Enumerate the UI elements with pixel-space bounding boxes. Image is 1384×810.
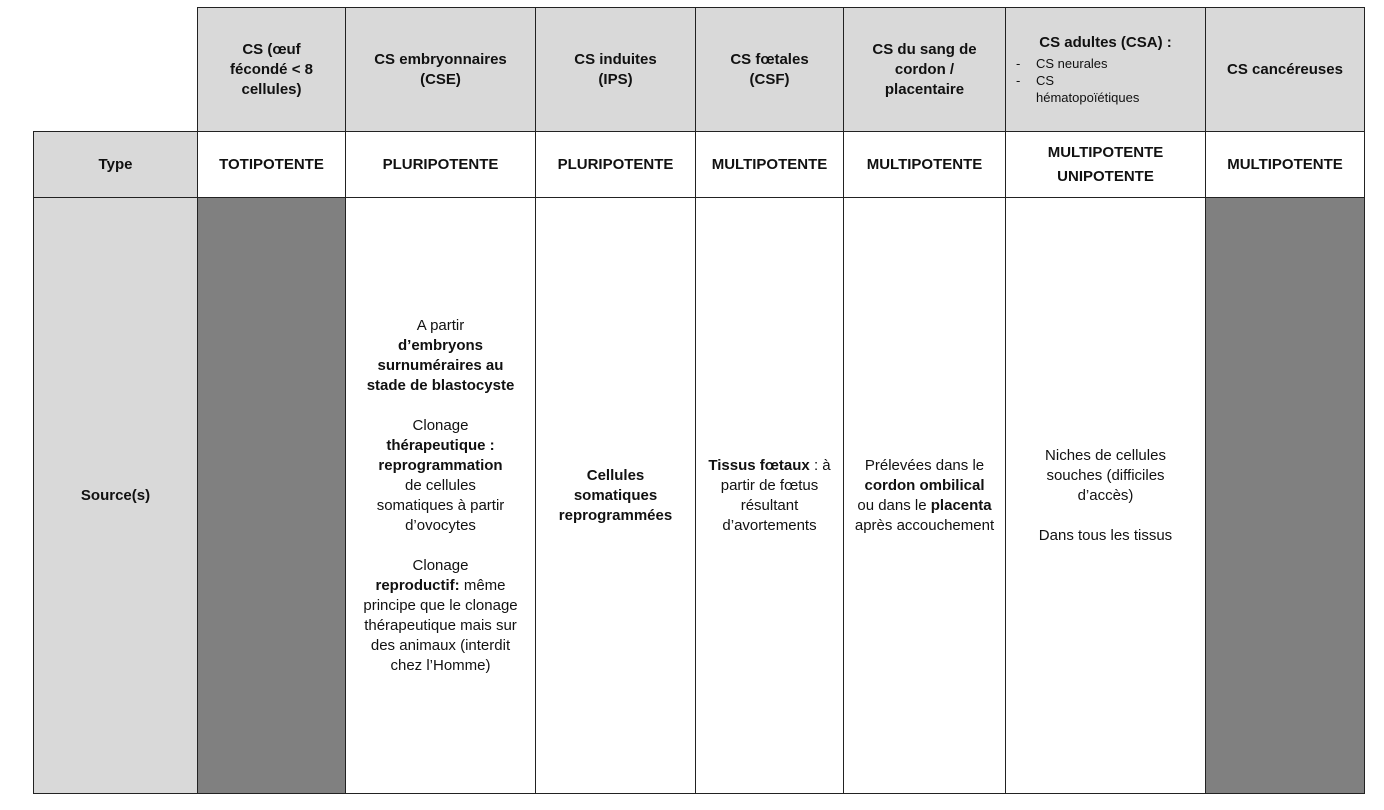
source-cs-oeuf-empty	[198, 198, 346, 794]
type-cs-oeuf: TOTIPOTENTE	[198, 132, 346, 198]
type-cs-adultes: MULTIPOTENTE UNIPOTENTE	[1006, 132, 1206, 198]
header-cs-oeuf: CS (œuf fécondé < 8 cellules)	[198, 8, 346, 132]
source-cs-sang-cordon: Prélevées dans le cordon ombilical ou dans le placenta après accouchement	[844, 198, 1006, 794]
list-item: - CS hématopoïétiques	[1016, 73, 1140, 105]
type-cs-induites: PLURIPOTENTE	[536, 132, 696, 198]
header-cs-adultes-title: CS adultes (CSA) :	[1039, 34, 1172, 51]
type-cs-embryonnaires: PLURIPOTENTE	[346, 132, 536, 198]
type-cs-sang-cordon: MULTIPOTENTE	[844, 132, 1006, 198]
list-item: - CS neurales	[1016, 56, 1108, 71]
row-type-label: Type	[34, 132, 198, 198]
header-cs-adultes-list	[1010, 55, 1201, 106]
header-cs-embryonnaires: CS embryonnaires (CSE)	[346, 8, 536, 132]
source-cs-embryonnaires: A partir d’embryons surnuméraires au stade de blastocyste Clonage thérapeutique : reprogrammation de cellules somatiques à partir d’ovocytes Clonage reproductif: même principe que le clonage thérapeutique mais sur des animaux (interdit chez l’Homme)	[346, 198, 536, 794]
row-source-label: Source(s)	[34, 198, 198, 794]
header-cs-adultes	[1006, 8, 1206, 132]
source-cs-cancereuses-empty	[1206, 198, 1365, 794]
header-cs-sang-cordon: CS du sang de cordon / placentaire	[844, 8, 1006, 132]
header-cs-foetales: CS fœtales (CSF)	[696, 8, 844, 132]
source-cs-induites: Cellules somatiques reprogrammées	[536, 198, 696, 794]
header-cs-cancereuses: CS cancéreuses	[1206, 8, 1365, 132]
source-cs-foetales: Tissus fœtaux : à partir de fœtus résultant d’avortements	[696, 198, 844, 794]
type-cs-foetales: MULTIPOTENTE	[696, 132, 844, 198]
type-cs-cancereuses: MULTIPOTENTE	[1206, 132, 1365, 198]
header-cs-induites: CS induites (IPS)	[536, 8, 696, 132]
source-cs-adultes: Niches de cellules souches (difficiles d’accès) Dans tous les tissus	[1006, 198, 1206, 794]
